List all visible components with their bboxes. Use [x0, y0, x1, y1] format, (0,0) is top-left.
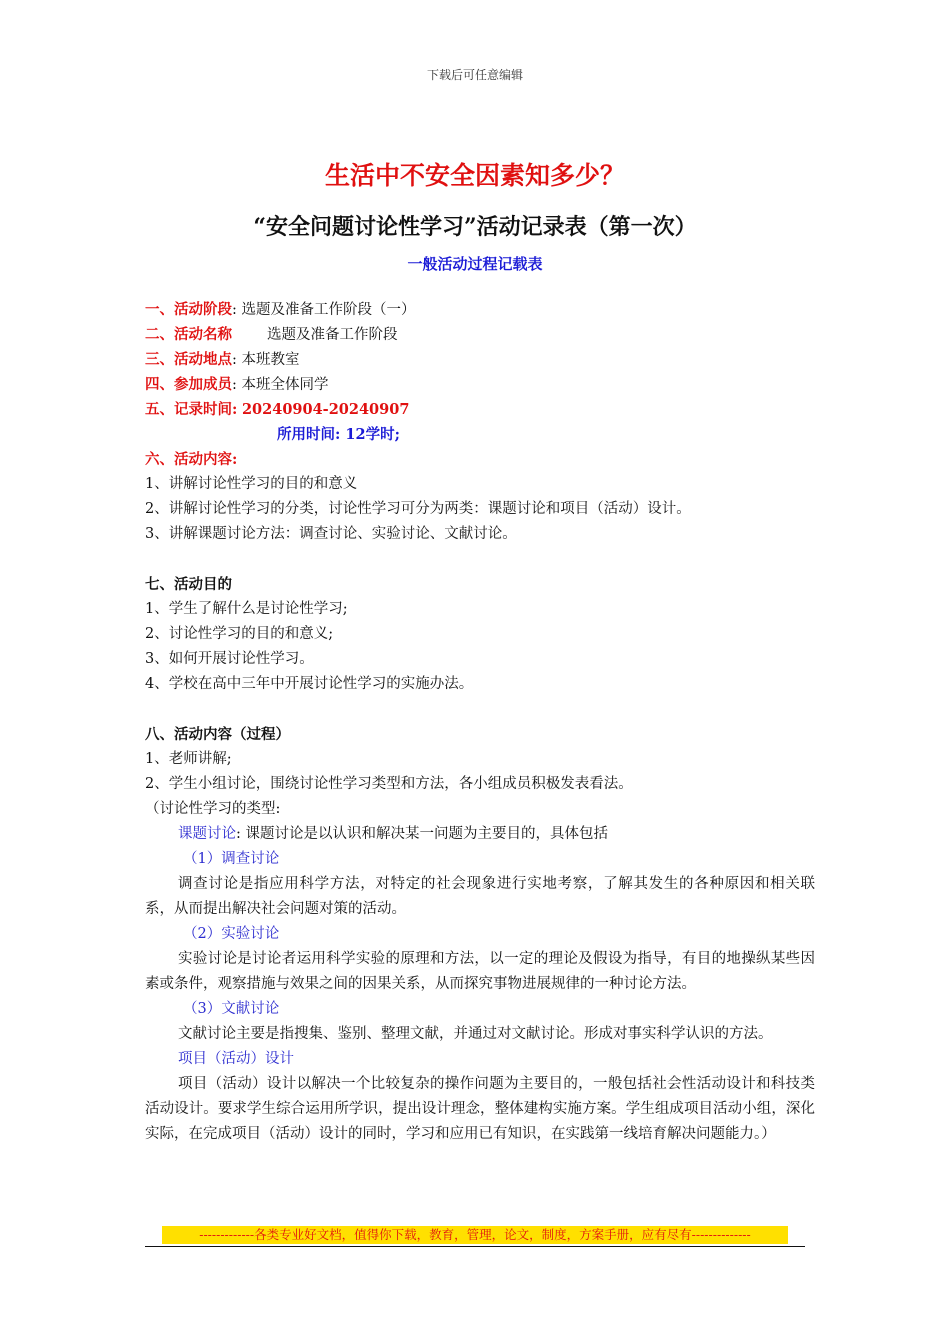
- page-title: 生活中不安全因素知多少？: [324, 161, 625, 190]
- content-label: 六、活动内容:: [145, 451, 238, 468]
- members-row: [145, 372, 815, 397]
- process-item: 2、学生小组讨论，围绕讨论性学习类型和方法，各小组成员积极发表看法。: [145, 776, 633, 792]
- topic-text: : 课题讨论是以认识和解决某一问题为主要目的，具体包括: [236, 826, 608, 842]
- purpose-item: 3、如何开展讨论性学习。: [145, 651, 314, 667]
- content-heading-row: [145, 447, 815, 472]
- header-note: 下载后可任意编辑: [426, 68, 523, 82]
- topic-row: [145, 822, 815, 847]
- members-value: : 本班全体同学: [232, 377, 329, 393]
- place-row: [145, 347, 815, 372]
- project-heading: 项目（活动）设计: [178, 1051, 294, 1067]
- process-item: 1、老师讲解;: [145, 751, 232, 767]
- content-item: 3、讲解课题讨论方法：调查讨论、实验讨论、文献讨论。: [145, 526, 517, 542]
- purpose-item: 2、讨论性学习的目的和意义;: [145, 626, 334, 642]
- name-value: 选题及准备工作阶段: [267, 327, 398, 343]
- experiment-heading: （2）实验讨论: [183, 926, 280, 942]
- content-item: 2、讲解讨论性学习的分类，讨论性学习可分为两类：课题讨论和项目（活动）设计。: [145, 501, 691, 517]
- stage-row: [145, 297, 815, 322]
- literature-text: 文献讨论主要是指搜集、鉴别、整理文献，并通过对文献讨论。形成对事实科学认识的方法。: [178, 1026, 773, 1042]
- name-label: 二、活动名称: [145, 326, 232, 343]
- section-subtitle: 一般活动过程记载表: [407, 255, 543, 273]
- name-row: [145, 322, 815, 347]
- time-label: 五、记录时间:: [145, 401, 238, 418]
- purpose-heading: 七、活动目的: [145, 576, 232, 593]
- duration-value: 所用时间: 12学时;: [277, 426, 400, 443]
- members-label: 四、参加成员: [145, 376, 232, 393]
- footer-divider: [145, 1246, 805, 1247]
- literature-heading: （3）文献讨论: [183, 1001, 280, 1017]
- duration-row: [145, 422, 815, 447]
- content-item: 1、讲解讨论性学习的目的和意义: [145, 476, 358, 492]
- stage-label: 一、活动阶段: [145, 301, 232, 318]
- page-subtitle: “安全问题讨论性学习”活动记录表（第一次）: [253, 214, 697, 240]
- survey-heading: （1）调查讨论: [183, 851, 280, 867]
- survey-text: 调查讨论是指应用科学方法，对特定的社会现象进行实地考察，了解其发生的各种原因和相关联系，从而提出解决社会问题对策的活动。: [145, 876, 815, 917]
- topic-label: 课题讨论: [178, 826, 236, 842]
- place-label: 三、活动地点: [145, 351, 232, 368]
- purpose-item: 1、学生了解什么是讨论性学习;: [145, 601, 348, 617]
- types-intro: （讨论性学习的类型:: [145, 801, 281, 817]
- project-text: 项目（活动）设计以解决一个比较复杂的操作问题为主要目的，一般包括社会性活动设计和科技类活动设计。要求学生综合运用所学识，提出设计理念，整体建构实施方案。学生组成项目活动小组，深化实际，在完成项目（活动）设计的同时，学习和应用已有知识，在实践第一线培育解决问题能力。）: [145, 1076, 815, 1142]
- experiment-text: 实验讨论是讨论者运用科学实验的原理和方法，以一定的理论及假设为指导，有目的地操纵某些因素或条件，观察措施与效果之间的因果关系，从而探究事物进展规律的一种讨论方法。: [145, 951, 815, 992]
- time-value: 20240904-20240907: [241, 401, 410, 418]
- document-body: [145, 297, 815, 1147]
- place-value: : 本班教室: [232, 352, 300, 368]
- footer-banner: -------------各类专业好文档，值得你下载，教育，管理，论文，制度，方案手册，应有尽有--------------: [162, 1226, 788, 1244]
- purpose-item: 4、学校在高中三年中开展讨论性学习的实施办法。: [145, 676, 474, 692]
- time-row: [145, 397, 815, 422]
- stage-value: : 选题及准备工作阶段（一）: [232, 302, 416, 318]
- process-heading: 八、活动内容（过程）: [145, 726, 290, 743]
